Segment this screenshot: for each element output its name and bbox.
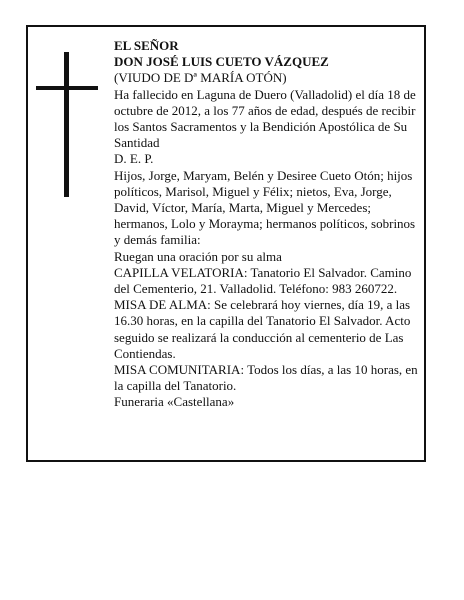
mass-label: MISA DE ALMA: (114, 297, 211, 313)
wake-details: Tanatorio El Salvador. Camino del Cementerio, 21. Valladolid. Teléfono: 983 260722. (114, 264, 412, 297)
family-list: Hijos, Jorge, Maryam, Belén y Desiree Cueto Otón; hijos políticos, Marisol, Miguel y Félix; nietos, Eva, Jorge, David, Víctor, María, Marta, Miguel y Mercedes; hermanos, Lolo y Morayma; hermanos políticos, sobrinos y demás familia: (114, 167, 416, 248)
prayer-request: Ruegan una oración por su alma (114, 248, 282, 264)
obituary-text (114, 38, 422, 411)
wake-label: CAPILLA VELATORIA: (114, 264, 248, 280)
community-mass-label: MISA COMUNITARIA: (114, 362, 245, 378)
mass-details: Se celebrará hoy viernes, día 19, a las 16.30 horas, en la capilla del Tanatorio El Salvador. Acto seguido se realizará la conducción al cementerio de Las Contiendas. (114, 297, 411, 361)
community-mass-info (114, 362, 422, 394)
wake-info (114, 265, 422, 297)
dep-line: D. E. P. (114, 151, 154, 167)
mass-info (114, 297, 422, 362)
death-announcement: Ha fallecido en Laguna de Duero (Valladolid) el día 18 de octubre de 2012, a los 77 años de edad, después de recibir los Santos Sacramentos y la Bendición Apostólica de Su Santidad (114, 86, 416, 151)
funeral-home: Funeraria «Castellana» (114, 394, 235, 410)
cross-horizontal-bar (36, 86, 98, 90)
widower-note: (VIUDO DE Dª MARÍA OTÓN) (114, 70, 287, 86)
cross-vertical-bar (64, 52, 69, 197)
community-mass-details: Todos los días, a las 10 horas, en la capilla del Tanatorio. (114, 362, 418, 394)
cross-icon (36, 52, 98, 197)
heading-el-senor: EL SEÑOR (114, 38, 179, 53)
deceased-name: DON JOSÉ LUIS CUETO VÁZQUEZ (114, 54, 329, 70)
